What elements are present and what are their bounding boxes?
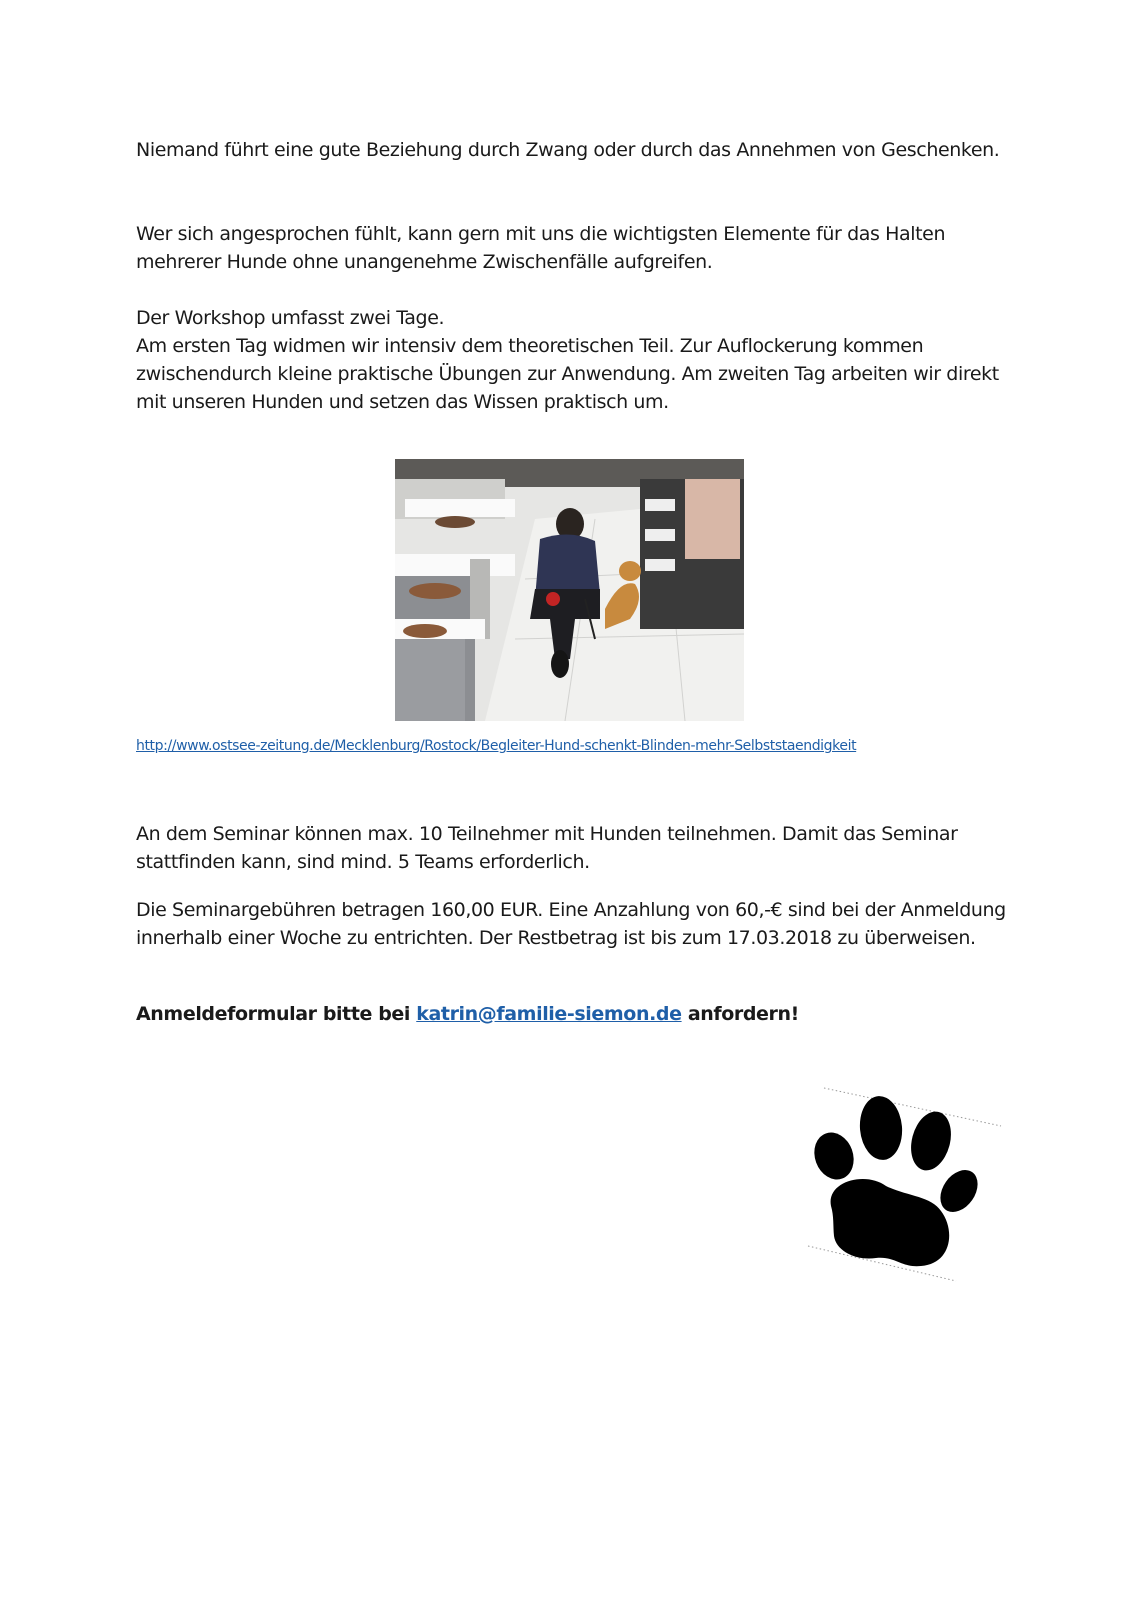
- shoe-store-photo: [395, 459, 744, 721]
- paragraph-fees: Die Seminargebühren betragen 160,00 EUR. Eine Anzahlung von 60,-€ sind bei der Anmeldung innerhalb einer Woche zu entrichten. Der Restbetrag ist bis zum 17.03.2018 zu überweisen.: [136, 899, 1006, 949]
- photo-illustration: [395, 459, 744, 721]
- paragraph-invitation: Wer sich angesprochen fühlt, kann gern mit uns die wichtigsten Elemente für das Halten mehrerer Hunde ohne unangenehme Zwischenfälle aufgreifen.: [136, 223, 946, 273]
- paragraph-participants: An dem Seminar können max. 10 Teilnehmer mit Hunden teilnehmen. Damit das Seminar stattfinden kann, sind mind. 5 Teams erforderlich.: [136, 823, 958, 873]
- paw-icon: [806, 1086, 1006, 1286]
- photo-source-link[interactable]: http://www.ostsee-zeitung.de/Mecklenburg/Rostock/Begleiter-Hund-schenkt-Blinden-mehr-Selbststaendigkeit: [136, 738, 857, 754]
- paragraph-workshop: [136, 304, 1006, 416]
- paragraph-relationship: Niemand führt eine gute Beziehung durch Zwang oder durch das Annehmen von Geschenken.: [136, 139, 1000, 161]
- workshop-duration: Der Workshop umfasst zwei Tage.: [136, 307, 445, 329]
- email-link[interactable]: katrin@familie-siemon.de: [416, 1003, 682, 1025]
- registration-line: [136, 1000, 1006, 1028]
- workshop-description: Am ersten Tag widmen wir intensiv dem theoretischen Teil. Zur Auflockerung kommen zwischendurch kleine praktische Übungen zur Anwendung. Am zweiten Tag arbeiten wir direkt mit unseren Hunden und setzen das Wissen praktisch um.: [136, 335, 999, 413]
- registration-suffix: anfordern!: [687, 1003, 799, 1025]
- registration-prefix: Anmeldeformular bitte bei: [136, 1003, 411, 1025]
